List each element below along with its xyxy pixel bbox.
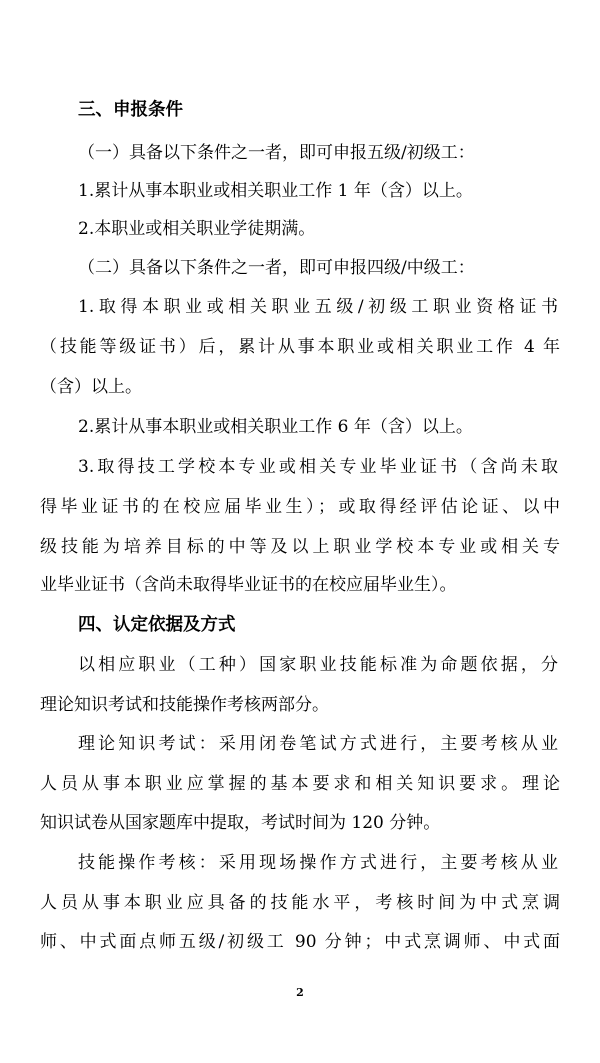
skill-exam-line-1: 技能操作考核：采用现场操作方式进行，主要考核从业 [78, 853, 558, 873]
condition-2-item-3-line-3: 级技能为培养目标的中等及以上职业学校本专业或相关专 [40, 537, 560, 557]
skill-exam-line-3: 师、中式面点师五级/初级工 90 分钟；中式烹调师、中式面 [40, 932, 560, 952]
skill-exam-line-2: 人员从事本职业应具备的技能水平，考核时间为中式烹调 [40, 893, 560, 913]
condition-1-intro: （一）具备以下条件之一者，即可申报五级/初级工： [78, 143, 475, 163]
condition-2-item-2: 2.累计从事本职业或相关职业工作 6 年（含）以上。 [78, 417, 473, 437]
section-4-heading: 四、认定依据及方式 [78, 615, 236, 635]
condition-1-item-2: 2.本职业或相关职业学徒期满。 [78, 219, 316, 239]
theory-exam-line-1: 理论知识考试：采用闭卷笔试方式进行，主要考核从业 [78, 734, 558, 754]
condition-2-intro: （二）具备以下条件之一者，即可申报四级/中级工： [78, 258, 475, 278]
condition-2-item-3-line-4: 业毕业证书（含尚未取得毕业证书的在校应届毕业生）。 [40, 575, 457, 595]
page-number: 2 [296, 986, 304, 999]
condition-2-item-1-line-1: 1.取得本职业或相关职业五级/初级工职业资格证书 [78, 297, 558, 317]
condition-1-item-1: 1.累计从事本职业或相关职业工作 1 年（含）以上。 [78, 181, 473, 201]
section-4-intro-line-1: 以相应职业（工种）国家职业技能标准为命题依据，分 [78, 655, 558, 675]
section-3-heading: 三、申报条件 [78, 100, 183, 120]
theory-exam-line-2: 人员从事本职业应掌握的基本要求和相关知识要求。理论 [40, 774, 560, 794]
condition-2-item-3-line-1: 3.取得技工学校本专业或相关专业毕业证书（含尚未取 [78, 457, 558, 477]
condition-2-item-1-line-3: （含）以上。 [40, 377, 142, 397]
condition-2-item-1-line-2: （技能等级证书）后，累计从事本职业或相关职业工作 4 年 [40, 337, 560, 357]
section-4-intro-line-2: 理论知识考试和技能操作考核两部分。 [40, 695, 329, 715]
theory-exam-line-3: 知识试卷从国家题库中提取，考试时间为 120 分钟。 [40, 813, 441, 833]
condition-2-item-3-line-2: 得毕业证书的在校应届毕业生）；或取得经评估论证、以中 [40, 497, 560, 517]
